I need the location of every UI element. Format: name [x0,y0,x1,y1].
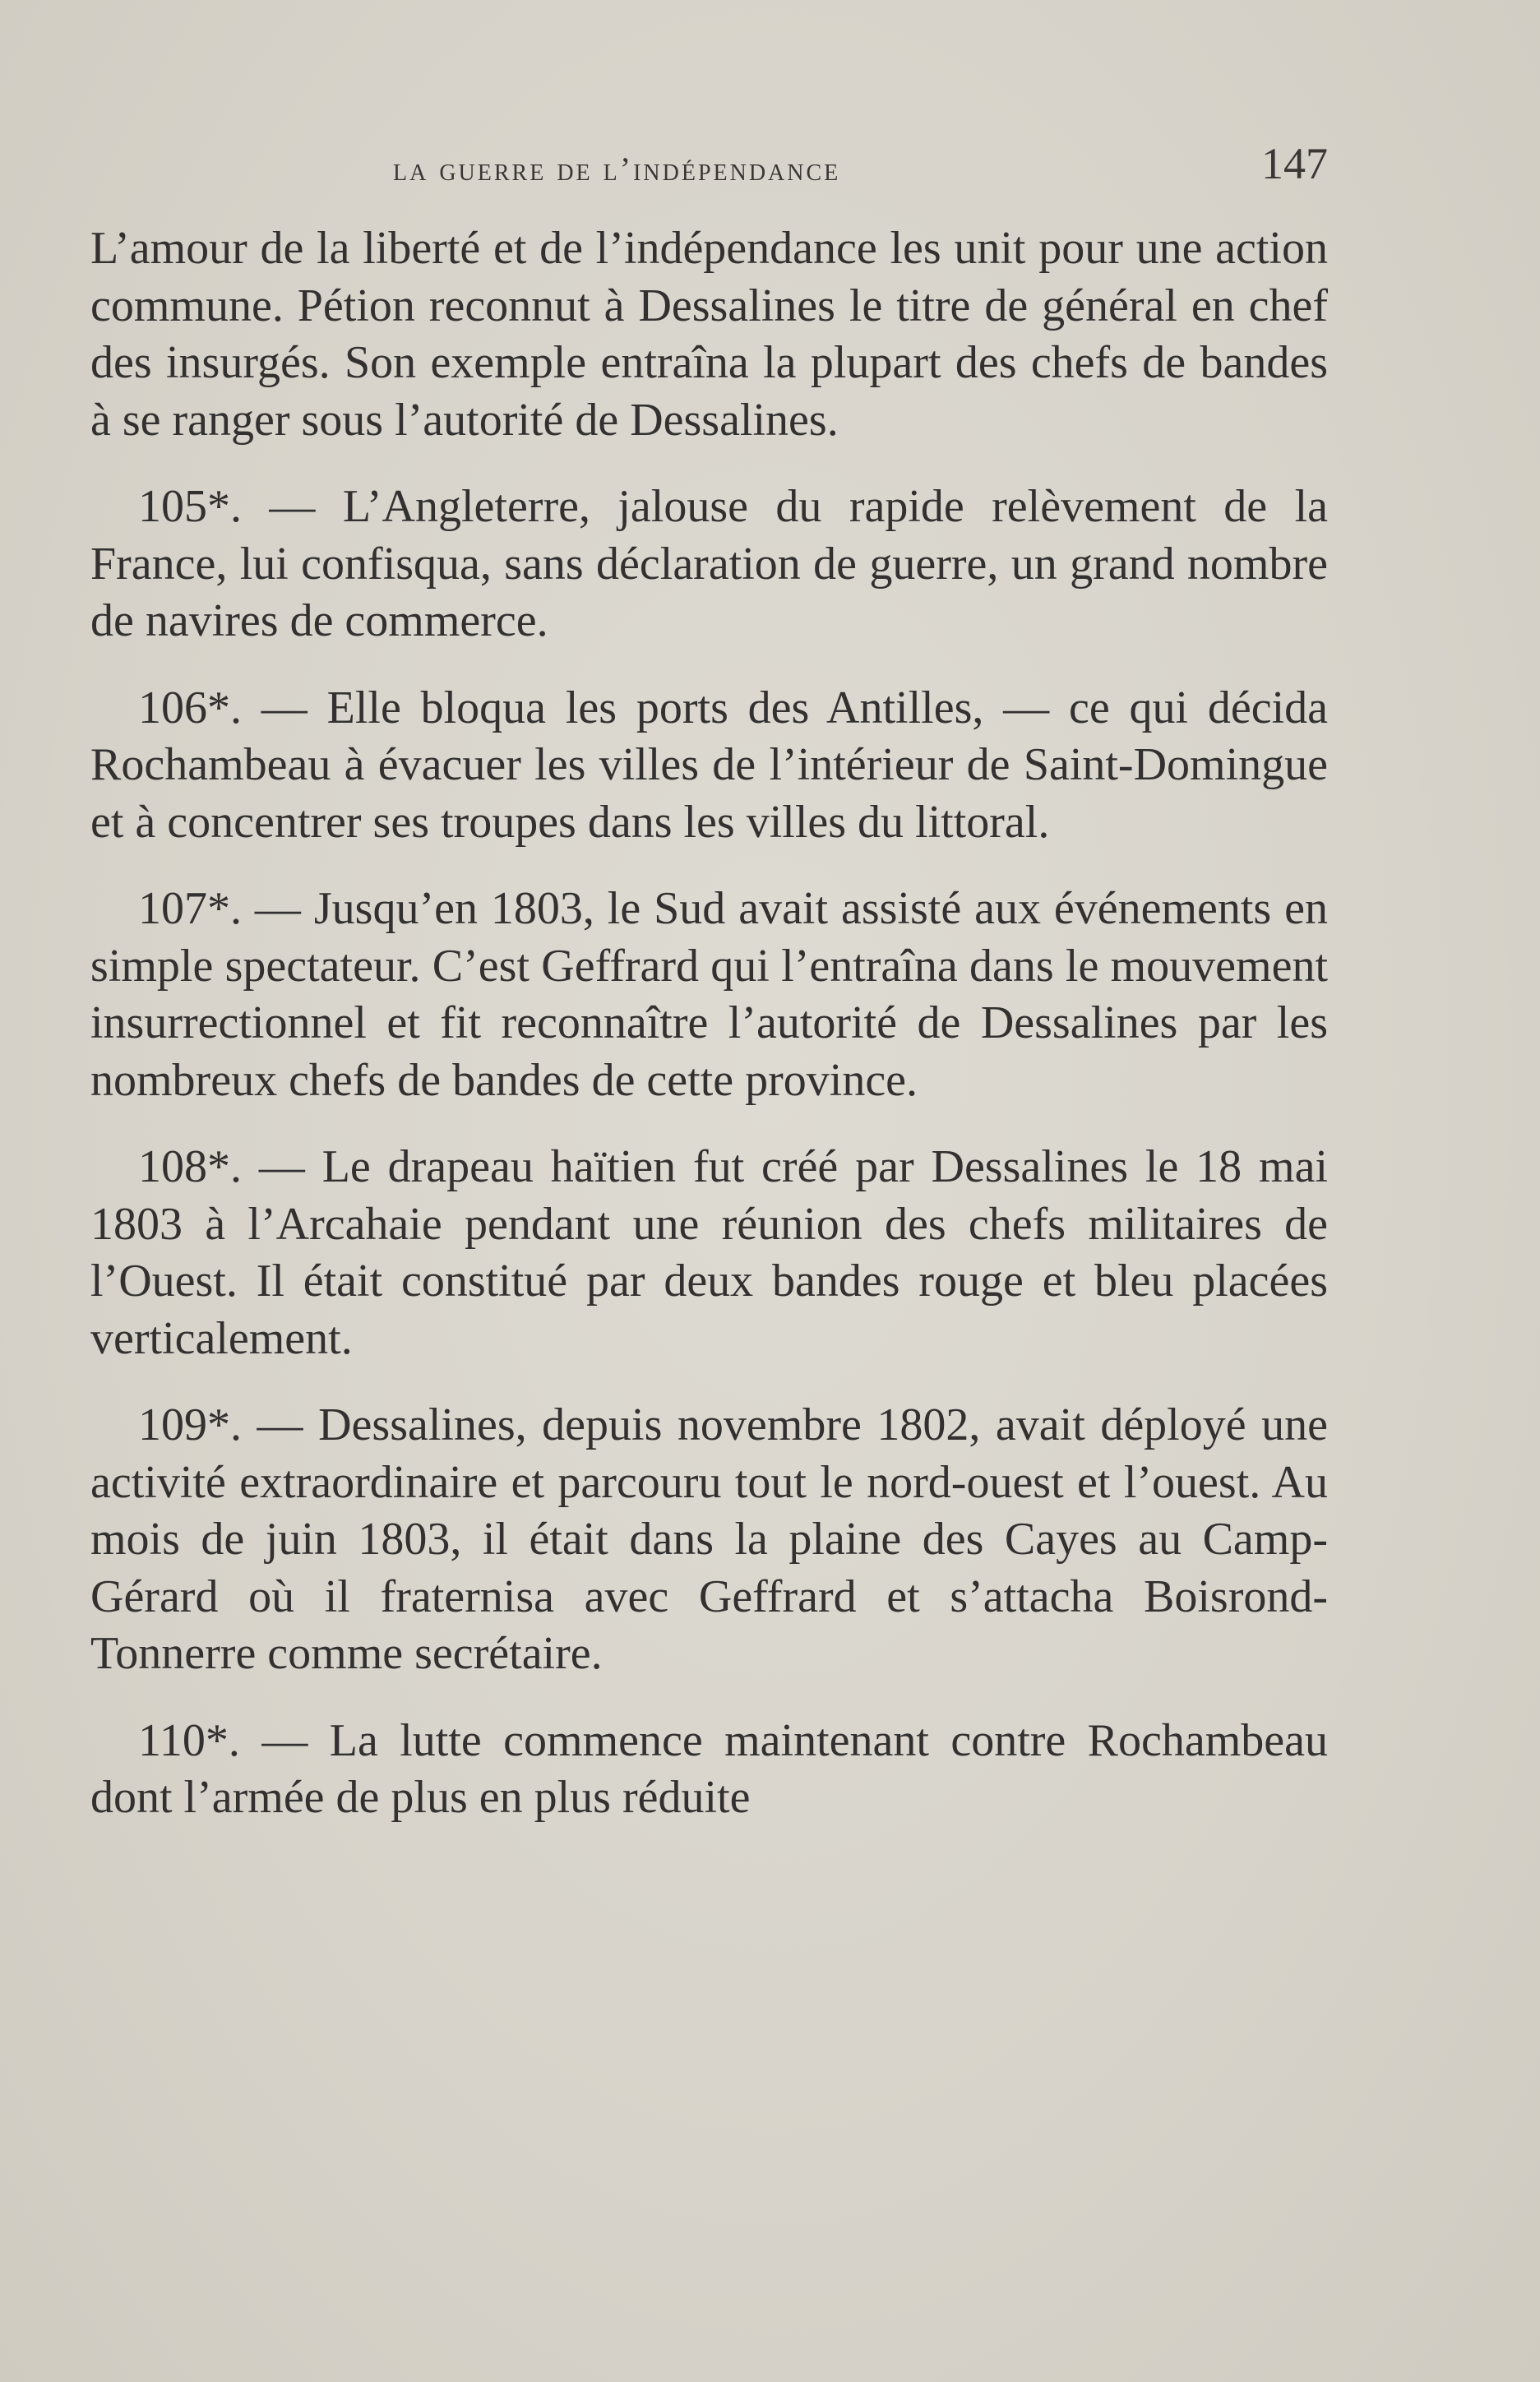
page-number: 147 [1261,139,1328,188]
running-title: la guerre de l’indépendance [393,150,841,187]
paragraph-intro: L’amour de la liberté et de l’indépendance les unit pour une action commune. Pétion reconnut à Dessalines le titre de général en chef des insurgés. Son exemple entraîna la plupart des chefs de bandes à se ranger sous l’autorité de Dessalines. [90,223,1328,446]
paragraph-109: 109*. — Dessalines, depuis novembre 1802, avait déployé une activité extraordinaire et parcouru tout le nord-ouest et l’ouest. Au mois de juin 1803, il était dans la plaine des Cayes au Camp-Gérard où il fraternisa avec Geffrard et s’attacha Boisrond-Tonnerre comme secrétaire. [90,1399,1328,1679]
page-body [90,220,1328,1857]
paragraph-105: 105*. — L’Angleterre, jalouse du rapide relèvement de la France, lui confisqua, sans déclaration de guerre, un grand nombre de navires de commerce. [90,481,1328,646]
page-header [90,138,1328,196]
paragraph-108: 108*. — Le drapeau haïtien fut créé par Dessalines le 18 mai 1803 à l’Arcahaie pendant une réunion des chefs militaires de l’Ouest. Il était constitué par deux bandes rouge et bleu placées verticalement. [90,1141,1328,1364]
paragraph-110: 110*. — La lutte commence maintenant contre Rochambeau dont l’armée de plus en plus réduite [90,1714,1328,1823]
paragraph-107: 107*. — Jusqu’en 1803, le Sud avait assisté aux événements en simple spectateur. C’est Geffrard qui l’entraîna dans le mouvement insurrectionnel et fit reconnaître l’autorité de Dessalines par les nombreux chefs de bandes de cette province. [90,883,1328,1106]
paragraph-106: 106*. — Elle bloqua les ports des Antilles, — ce qui décida Rochambeau à évacuer les villes de l’intérieur de Saint-Domingue et à concentrer ses troupes dans les villes du littoral. [90,682,1328,848]
